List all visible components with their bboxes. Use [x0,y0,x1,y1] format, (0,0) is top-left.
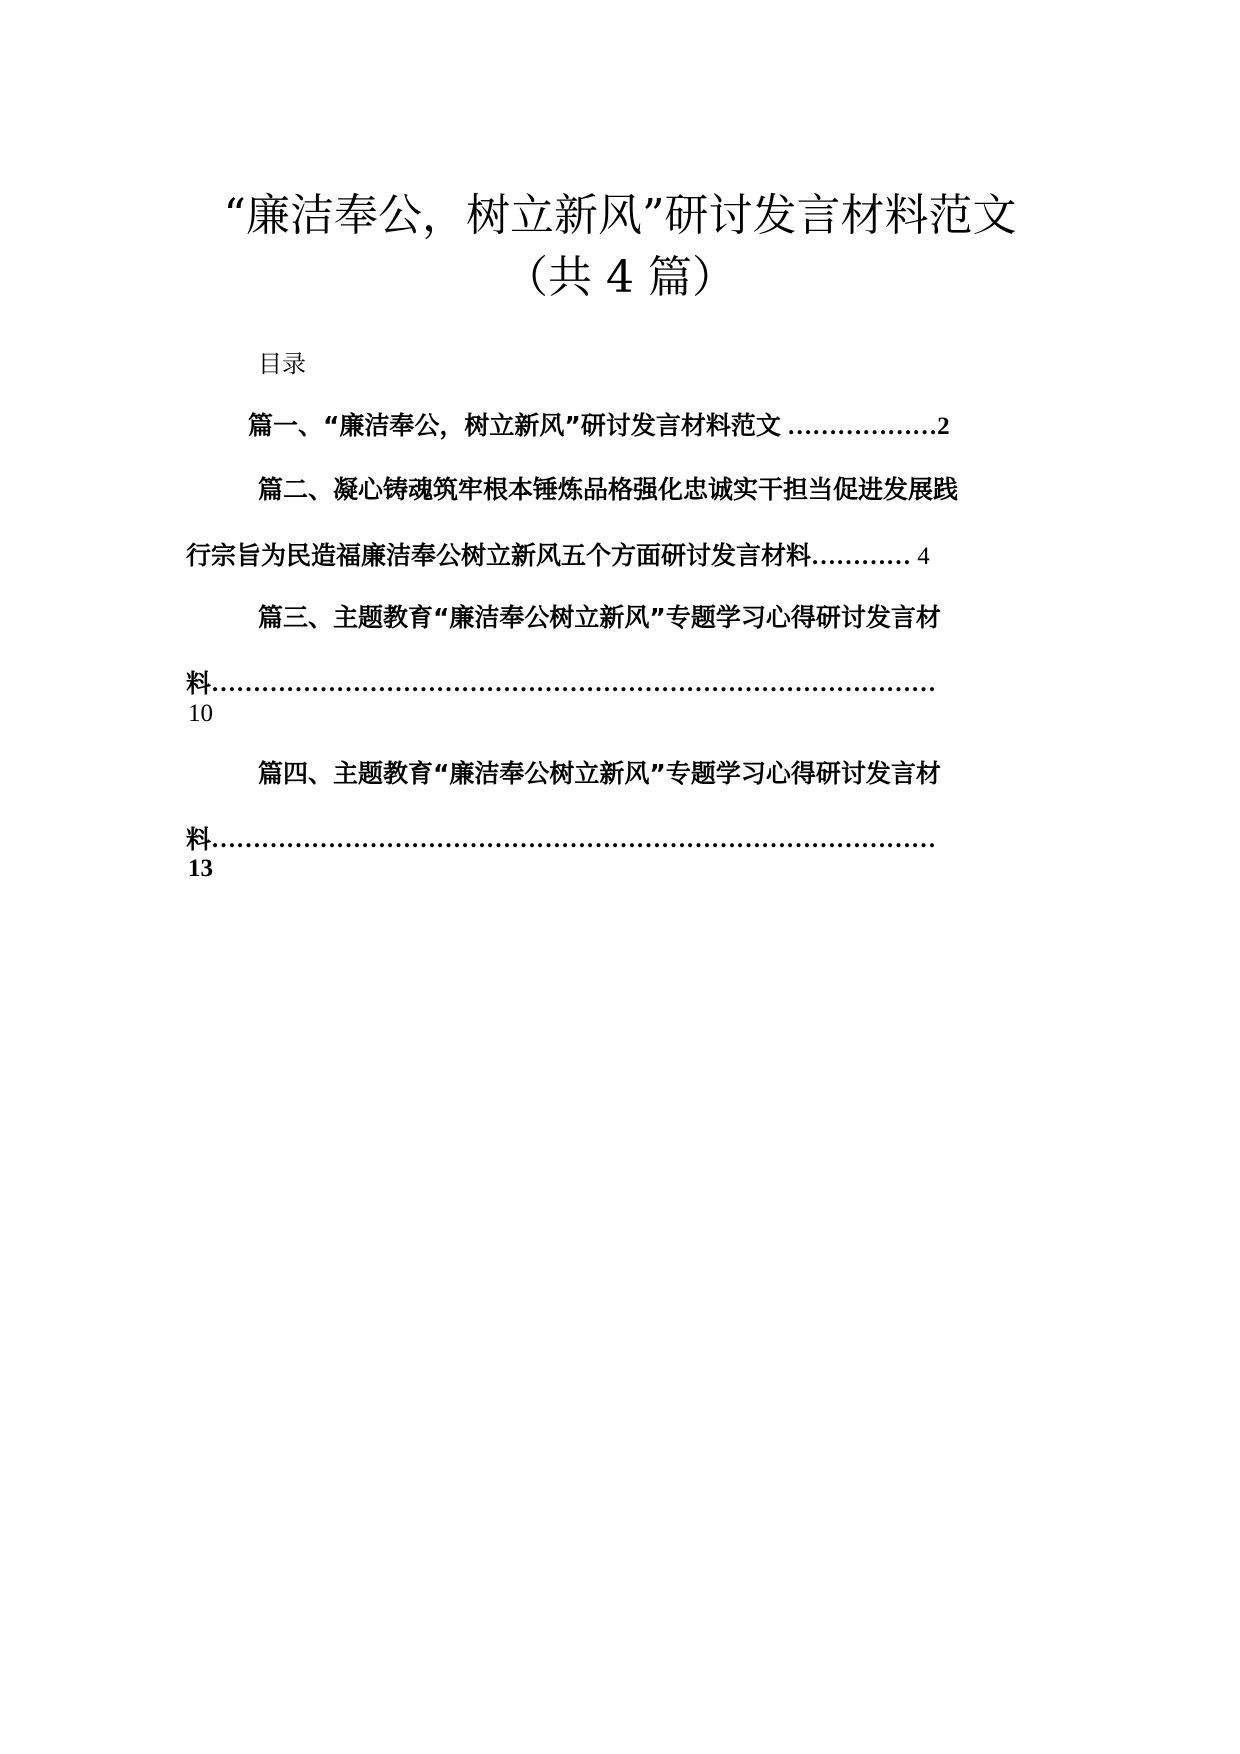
toc-entry-1-text: 篇一、“廉洁奉公，树立新风”研讨发言材料范文 [248,411,781,440]
toc-entry-1[interactable] [248,406,950,447]
toc-entry-4-line-2[interactable] [186,820,1023,860]
toc-entry-3-text: 料 [186,669,212,698]
toc-entry-4-line-1[interactable]: 篇四、主题教育“廉洁奉公树立新风”专题学习心得研讨发言材 [258,759,941,788]
toc-entry-4-leader: …………………………………………………………………………… [211,826,937,853]
toc-entry-3-leader: …………………………………………………………………………… [211,670,937,697]
toc-entry-2-text: 行宗旨为民造福廉洁奉公树立新风五个方面研讨发言材料 [186,541,812,570]
document-title-line-1: “廉洁奉公，树立新风”研讨发言材料范文 [223,190,1017,241]
toc-heading: 目录 [258,350,306,378]
toc-entry-2-line-2[interactable] [186,536,930,577]
toc-entry-1-page: 2 [937,413,950,440]
toc-entry-4-text: 料 [186,825,212,854]
toc-entry-3-line-1[interactable]: 篇三、主题教育“廉洁奉公树立新风”专题学习心得研讨发言材 [258,603,941,632]
toc-entry-2-leader: ………… [811,543,912,570]
toc-entry-4-page[interactable]: 13 [188,855,213,882]
toc-entry-1-leader: ……………… [780,413,938,440]
document-title-line-2: （共 4 篇） [504,252,736,303]
toc-entry-2-page: 4 [911,543,930,570]
toc-entry-3-line-2[interactable] [186,664,1023,704]
toc-entry-3-page[interactable]: 10 [188,700,213,727]
toc-entry-2-line-1[interactable]: 篇二、凝心铸魂筑牢根本锤炼品格强化忠诚实干担当促进发展践 [258,475,959,504]
